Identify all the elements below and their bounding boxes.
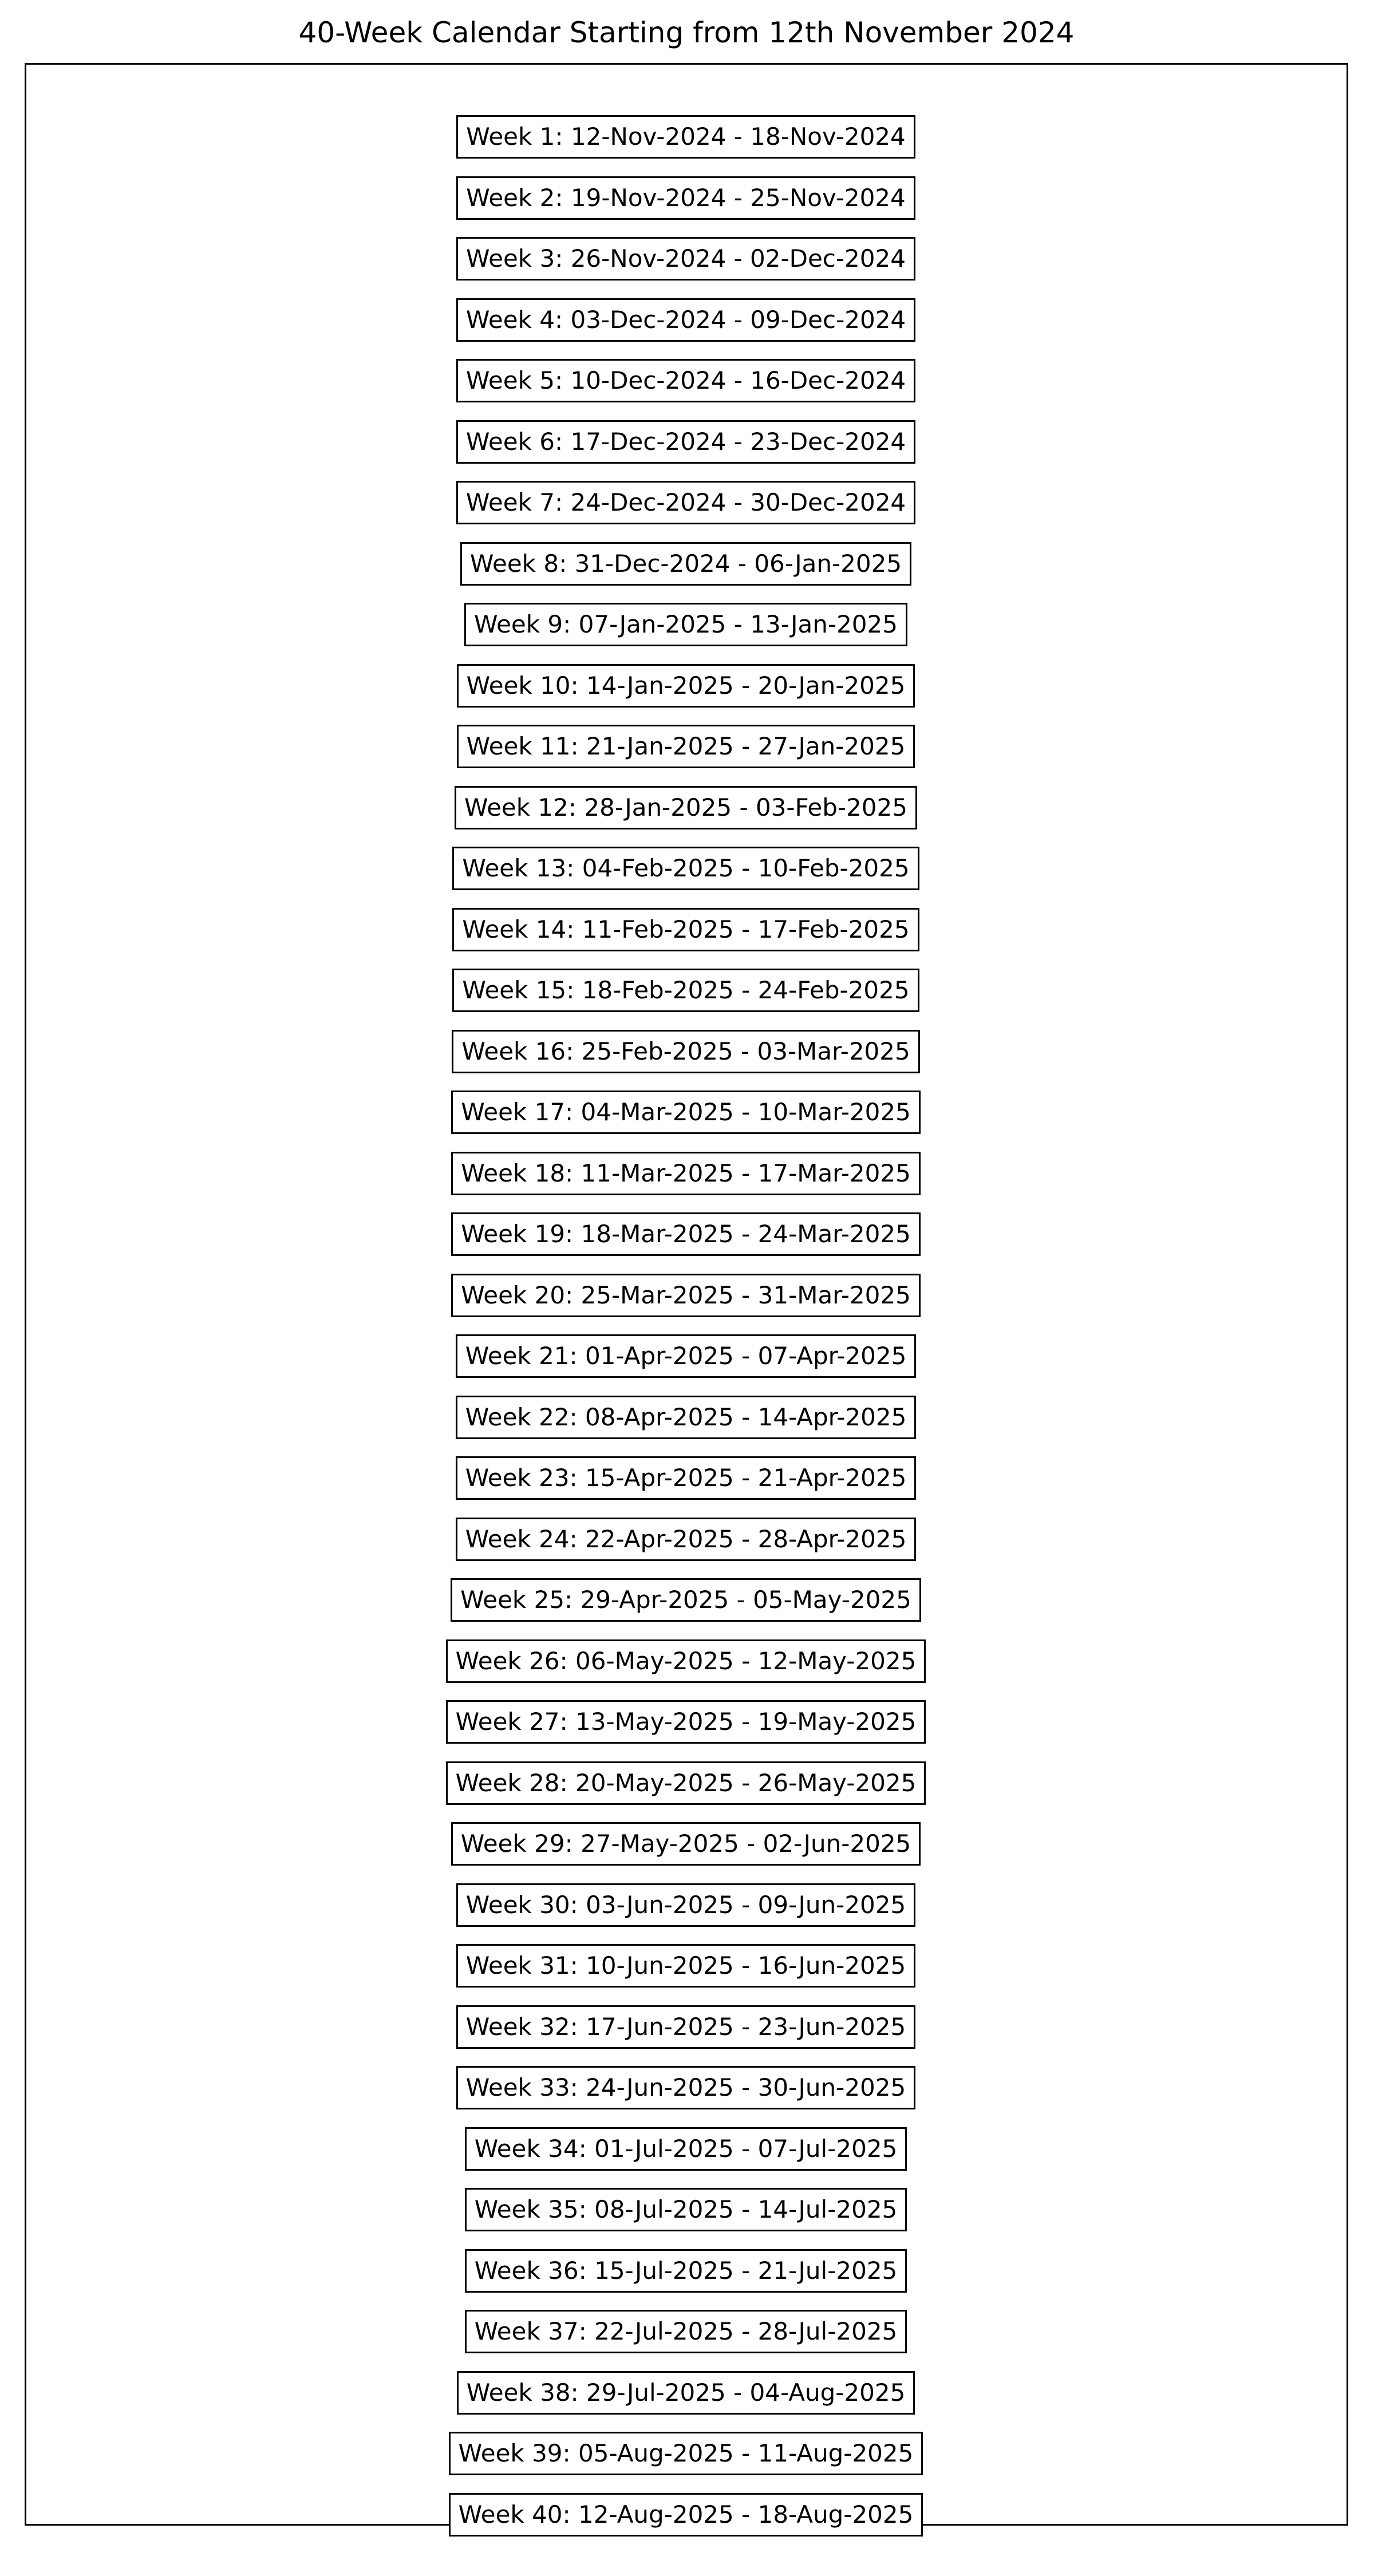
week-box: [451, 1274, 921, 1317]
week-label: Week 13: 04-Feb-2025 - 10-Feb-2025: [462, 854, 910, 882]
week-label: Week 31: 10-Jun-2025 - 16-Jun-2025: [465, 1951, 906, 1980]
week-label: Week 25: 29-Apr-2025 - 05-May-2025: [460, 1586, 911, 1614]
week-label: Week 7: 24-Dec-2024 - 30-Dec-2024: [465, 488, 906, 516]
week-box: [452, 969, 919, 1012]
week-box: [451, 1212, 921, 1256]
week-label: Week 34: 01-Jul-2025 - 07-Jul-2025: [474, 2134, 898, 2163]
week-box: [457, 664, 915, 708]
week-label: Week 26: 06-May-2025 - 12-May-2025: [455, 1646, 917, 1675]
week-box: [451, 1822, 921, 1866]
week-label: Week 23: 15-Apr-2025 - 21-Apr-2025: [465, 1464, 907, 1492]
week-box: [456, 1456, 917, 1500]
week-label: Week 28: 20-May-2025 - 26-May-2025: [455, 1768, 917, 1797]
week-box: [456, 1396, 917, 1439]
week-box: [457, 725, 915, 768]
week-box: [460, 542, 911, 586]
week-box: [446, 1639, 926, 1683]
week-box: [452, 1030, 919, 1073]
week-box: [449, 2493, 923, 2537]
week-box: [465, 2310, 907, 2353]
week-label: Week 36: 15-Jul-2025 - 21-Jul-2025: [474, 2256, 898, 2285]
week-label: Week 4: 03-Dec-2024 - 09-Dec-2024: [465, 305, 906, 334]
figure-title: 40-Week Calendar Starting from 12th November 2024: [298, 16, 1075, 49]
week-label: Week 3: 26-Nov-2024 - 02-Dec-2024: [466, 244, 906, 272]
week-box: [465, 2188, 907, 2231]
week-label: Week 32: 17-Jun-2025 - 23-Jun-2025: [465, 2012, 906, 2041]
week-label: Week 24: 22-Apr-2025 - 28-Apr-2025: [465, 1524, 907, 1553]
week-box: [456, 1334, 917, 1378]
week-label: Week 5: 10-Dec-2024 - 16-Dec-2024: [465, 366, 906, 394]
week-box: [456, 1944, 915, 1988]
week-box: [457, 2371, 915, 2415]
week-box: [451, 1091, 921, 1134]
week-label: Week 8: 31-Dec-2024 - 06-Jan-2025: [469, 549, 902, 578]
week-label: Week 1: 12-Nov-2024 - 18-Nov-2024: [466, 123, 906, 151]
week-box: [456, 420, 915, 464]
week-box: [456, 2066, 915, 2109]
week-label: Week 33: 24-Jun-2025 - 30-Jun-2025: [465, 2073, 906, 2101]
week-box: [456, 481, 915, 524]
week-label: Week 17: 04-Mar-2025 - 10-Mar-2025: [461, 1098, 911, 1126]
week-box: [456, 1883, 915, 1927]
week-label: Week 14: 11-Feb-2025 - 17-Feb-2025: [462, 915, 910, 943]
week-box: [456, 2005, 915, 2049]
week-label: Week 6: 17-Dec-2024 - 23-Dec-2024: [465, 427, 906, 456]
week-box: [451, 1578, 921, 1622]
week-label: Week 21: 01-Apr-2025 - 07-Apr-2025: [465, 1342, 907, 1370]
week-box: [465, 2249, 907, 2293]
week-label: Week 22: 08-Apr-2025 - 14-Apr-2025: [465, 1402, 907, 1431]
week-box: [446, 1761, 926, 1805]
week-box: [452, 847, 919, 890]
week-label: Week 38: 29-Jul-2025 - 04-Aug-2025: [466, 2378, 906, 2407]
week-label: Week 2: 19-Nov-2024 - 25-Nov-2024: [466, 183, 906, 212]
week-label: Week 20: 25-Mar-2025 - 31-Mar-2025: [461, 1281, 911, 1309]
week-label: Week 35: 08-Jul-2025 - 14-Jul-2025: [474, 2195, 898, 2223]
week-label: Week 16: 25-Feb-2025 - 03-Mar-2025: [461, 1037, 910, 1065]
week-label: Week 19: 18-Mar-2025 - 24-Mar-2025: [461, 1220, 911, 1248]
week-box: [451, 1152, 921, 1195]
week-label: Week 37: 22-Jul-2025 - 28-Jul-2025: [474, 2317, 898, 2345]
week-label: Week 39: 05-Aug-2025 - 11-Aug-2025: [458, 2439, 914, 2467]
week-box: [456, 176, 915, 220]
week-label: Week 40: 12-Aug-2025 - 18-Aug-2025: [458, 2500, 914, 2528]
week-label: Week 27: 13-May-2025 - 19-May-2025: [455, 1708, 917, 1736]
week-label: Week 10: 14-Jan-2025 - 20-Jan-2025: [466, 671, 906, 700]
week-box: [456, 237, 915, 280]
week-box: [455, 786, 917, 829]
week-box: [464, 603, 907, 646]
week-box: [452, 908, 919, 951]
week-box: [446, 1700, 926, 1744]
week-label: Week 11: 21-Jan-2025 - 27-Jan-2025: [466, 732, 906, 760]
week-box: [456, 115, 915, 159]
week-label: Week 30: 03-Jun-2025 - 09-Jun-2025: [465, 1890, 906, 1919]
week-box: [465, 2127, 907, 2171]
week-label: Week 9: 07-Jan-2025 - 13-Jan-2025: [474, 610, 898, 638]
week-label: Week 18: 11-Mar-2025 - 17-Mar-2025: [461, 1159, 911, 1187]
week-box: [456, 359, 915, 402]
week-label: Week 15: 18-Feb-2025 - 24-Feb-2025: [462, 976, 910, 1004]
week-box: [456, 1518, 917, 1561]
week-label: Week 29: 27-May-2025 - 02-Jun-2025: [460, 1830, 911, 1858]
week-label: Week 12: 28-Jan-2025 - 03-Feb-2025: [464, 793, 907, 821]
week-list: [0, 115, 1372, 2537]
week-box: [456, 298, 915, 342]
week-box: [449, 2432, 923, 2475]
